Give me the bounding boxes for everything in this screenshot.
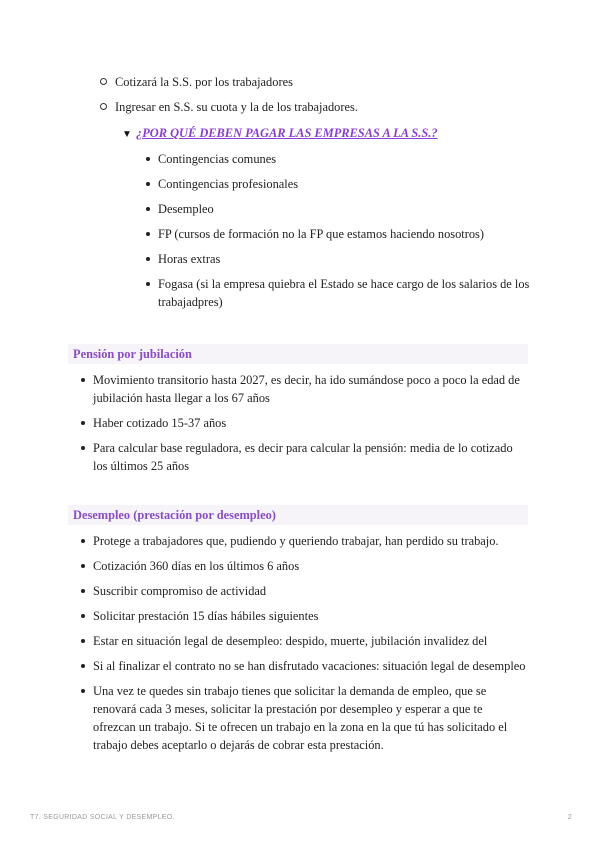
toggle-question[interactable]: ¿POR QUÉ DEBEN PAGAR LAS EMPRESAS A LA S.S.?	[136, 126, 438, 140]
list-item: Movimiento transitorio hasta 2027, es decir, ha ido sumándose poco a poco la edad de jubilación hasta llegar a los 67 años	[80, 371, 528, 407]
list-item: Horas extras	[145, 250, 530, 268]
toggle-triangle-icon[interactable]: ▼	[122, 129, 132, 140]
footer-title: T7. SEGURIDAD SOCIAL Y DESEMPLEO.	[30, 814, 175, 821]
toggle-block[interactable]	[122, 124, 542, 144]
list-item: Contingencias comunes	[145, 150, 530, 168]
bullet-icon	[146, 232, 150, 236]
section-heading-pension: Pensión por jubilación	[68, 344, 528, 364]
bullet-icon	[146, 257, 150, 261]
bullet-icon	[146, 282, 150, 286]
list-item: Haber cotizado 15-37 años	[80, 414, 528, 432]
bullet-icon	[81, 378, 85, 382]
list-item: Si al finalizar el contrato no se han disfrutado vacaciones: situación legal de desempleo	[80, 657, 528, 675]
list-item: Cotización 360 días en los últimos 6 años	[80, 557, 528, 575]
circle-bullet-icon	[100, 103, 107, 110]
bullet-icon	[81, 664, 85, 668]
page-number: 2	[567, 814, 572, 821]
list-item: Fogasa (si la empresa quiebra el Estado se hace cargo de los salarios de los trabajadpres)	[145, 275, 530, 311]
bullet-icon	[81, 689, 85, 693]
list-item: Cotizará la S.S. por los trabajadores	[100, 73, 540, 98]
list-item: Una vez te quedes sin trabajo tienes que solicitar la demanda de empleo, que se renovará cada 3 meses, solicitar la prestación por desempleo y esperar a que te ofrezcan un trabajo. Si te ofrecen un trabajo en la zona en la que tú has solicitado el trabajo debes aceptarlo o dejarás de cobrar esta prestación.	[80, 682, 528, 754]
circle-bullet-icon	[100, 78, 107, 85]
bullet-icon	[146, 157, 150, 161]
list-item: Contingencias profesionales	[145, 175, 530, 193]
bullet-icon	[81, 421, 85, 425]
bullet-icon	[146, 182, 150, 186]
bullet-icon	[81, 539, 85, 543]
bullet-icon	[81, 639, 85, 643]
bullet-icon	[81, 564, 85, 568]
top-list	[100, 73, 540, 123]
page-footer	[30, 809, 572, 827]
section-heading-desempleo: Desempleo (prestación por desempleo)	[68, 505, 528, 525]
desempleo-list	[80, 532, 528, 761]
pension-list	[80, 371, 528, 482]
list-item: FP (cursos de formación no la FP que estamos haciendo nosotros)	[145, 225, 530, 243]
bullet-icon	[81, 446, 85, 450]
list-item: Desempleo	[145, 200, 530, 218]
bullet-icon	[146, 207, 150, 211]
list-item: Solicitar prestación 15 días hábiles siguientes	[80, 607, 528, 625]
list-item: Ingresar en S.S. su cuota y la de los trabajadores.	[100, 98, 540, 123]
list-item: Protege a trabajadores que, pudiendo y queriendo trabajar, han perdido su trabajo.	[80, 532, 528, 550]
list-item: Estar en situación legal de desempleo: despido, muerte, jubilación invalidez del	[80, 632, 528, 650]
list-item: Para calcular base reguladora, es decir para calcular la pensión: media de lo cotizado los últimos 25 años	[80, 439, 528, 475]
toggle-list	[145, 150, 530, 318]
bullet-icon	[81, 589, 85, 593]
list-item: Suscribir compromiso de actividad	[80, 582, 528, 600]
bullet-icon	[81, 614, 85, 618]
